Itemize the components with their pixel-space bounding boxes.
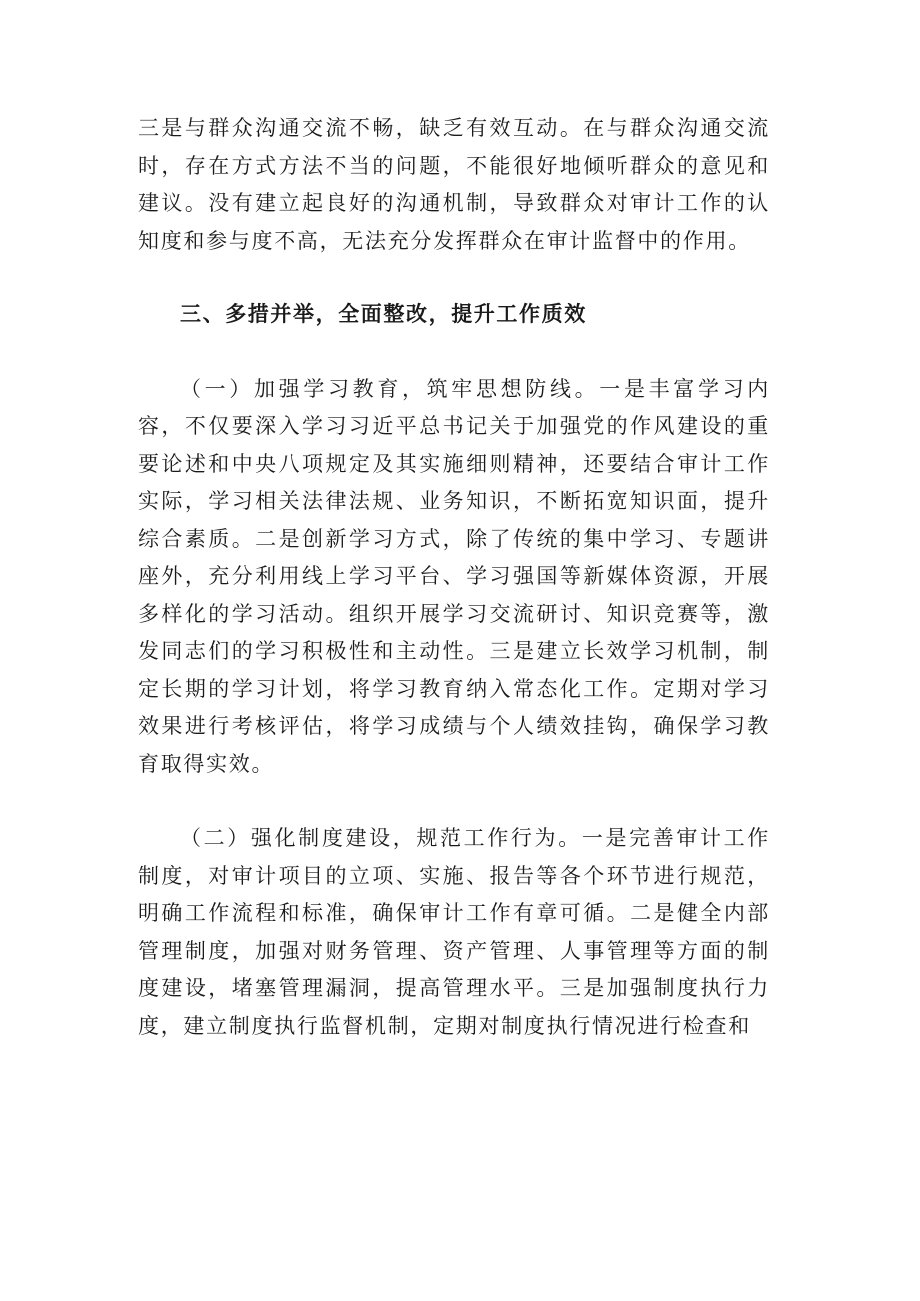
paragraph-spacer bbox=[138, 260, 770, 296]
document-body bbox=[138, 110, 770, 1045]
paragraph-communication-issue: 三是与群众沟通交流不畅，缺乏有效互动。在与群众沟通交流时，存在方式方法不当的问题，不能很好地倾听群众的意见和建议。没有建立起良好的沟通机制，导致群众对审计工作的认知度和参与度不高，无法充分发挥群众在审计监督中的作用。 bbox=[138, 116, 770, 253]
paragraph-study-education: （一）加强学习教育，筑牢思想防线。一是丰富学习内容，不仅要深入学习习近平总书记关于加强党的作风建设的重要论述和中央八项规定及其实施细则精神，还要结合审计工作实际，学习相关法律法规、业务知识，不断拓宽知识面，提升综合素质。二是创新学习方式，除了传统的集中学习、专题讲座外，充分利用线上学习平台、学习强国等新媒体资源，开展多样化的学习活动。组织开展学习交流研讨、知识竞赛等，激发同志们的学习积极性和主动性。三是建立长效学习机制，制定长期的学习计划，将学习教育纳入常态化工作。定期对学习效果进行考核评估，将学习成绩与个人绩效挂钩，确保学习教育取得实效。 bbox=[138, 376, 770, 776]
section-heading: 三、多措并举，全面整改，提升工作质效 bbox=[180, 302, 587, 326]
paragraph-spacer bbox=[138, 334, 770, 371]
paragraph-system-building: （二）强化制度建设，规范工作行为。一是完善审计工作制度，对审计项目的立项、实施、报告等各个环节进行规范，明确工作流程和标准，确保审计工作有章可循。二是健全内部管理制度，加强对财务管理、资产管理、人事管理等方面的制度建设，堵塞管理漏洞，提高管理水平。三是加强制度执行力度，建立制度执行监督机制，定期对制度执行情况进行检查和 bbox=[138, 826, 770, 1038]
paragraph-spacer bbox=[138, 783, 770, 820]
